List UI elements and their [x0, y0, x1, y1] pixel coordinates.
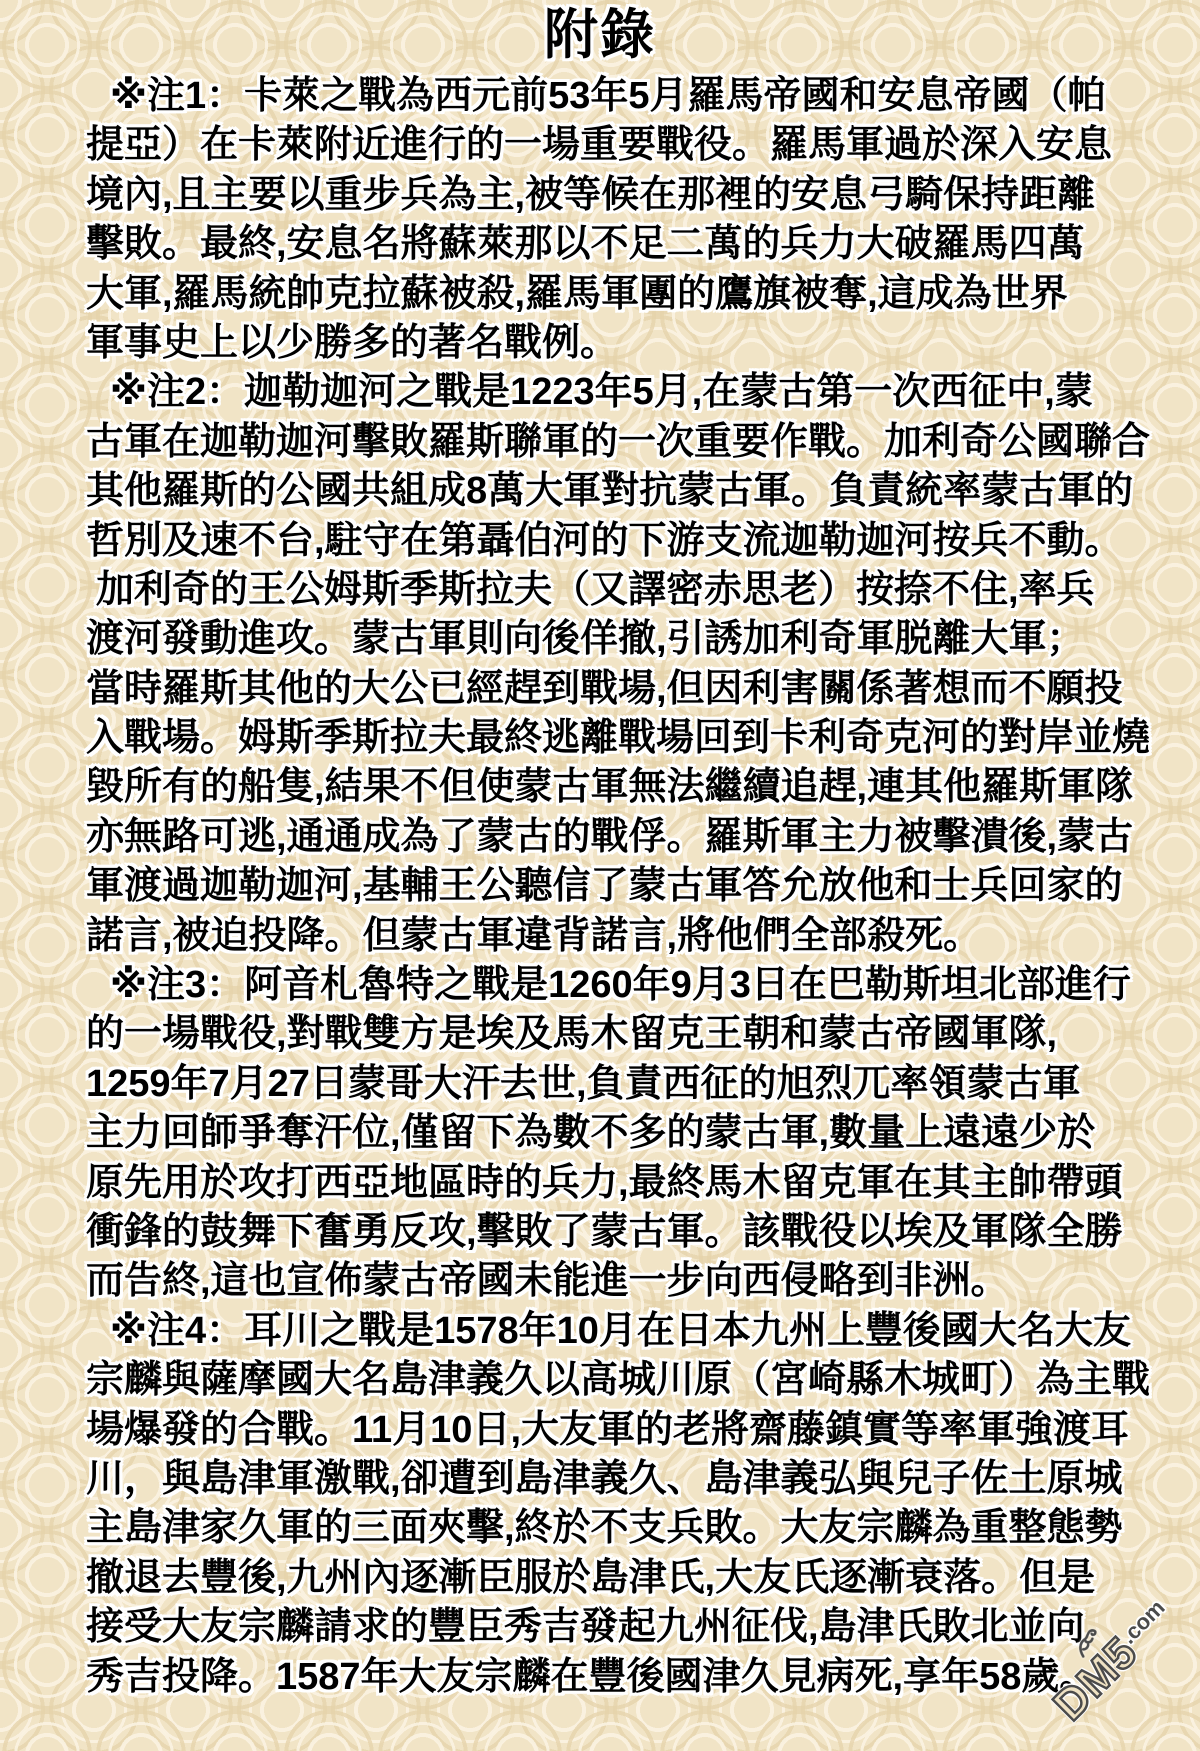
text-line: 提亞）在卡萊附近進行的一場重要戰役。羅馬軍過於深入安息 — [86, 124, 1113, 167]
text-line: 毀所有的船隻,結果不但使蒙古軍無法繼續追趕,連其他羅斯軍隊 — [86, 766, 1134, 809]
text-line: 川，與島津軍激戰,卻遭到島津義久、島津義弘與兒子佐土原城 — [86, 1457, 1123, 1500]
text-line: 其他羅斯的公國共組成8萬大軍對抗蒙古軍。負責統率蒙古軍的 — [86, 470, 1134, 513]
text-line: 而告終,這也宣佈蒙古帝國未能進一步向西侵略到非洲。 — [86, 1260, 1009, 1303]
text-line: ※注3：阿音札魯特之戰是1260年9月3日在巴勒斯坦北部進行 — [110, 964, 1131, 1007]
text-line: 亦無路可逃,通通成為了蒙古的戰俘。羅斯軍主力被擊潰後,蒙古 — [86, 815, 1134, 858]
text-line: 古軍在迦勒迦河擊敗羅斯聯軍的一次重要作戰。加利奇公國聯合 — [86, 420, 1151, 463]
text-line: 軍事史上以少勝多的著名戰例。 — [86, 321, 619, 364]
text-line: 境內,且主要以重步兵為主,被等候在那裡的安息弓騎保持距離 — [86, 173, 1096, 216]
page-title: 附錄 — [544, 5, 656, 65]
text-line: 哲別及速不台,駐守在第聶伯河的下游支流迦勒迦河按兵不動。 — [86, 519, 1123, 562]
text-line: ※注1：卡萊之戰為西元前53年5月羅馬帝國和安息帝國（帕 — [110, 75, 1106, 117]
text-line: 主力回師爭奪汗位,僅留下為數不多的蒙古軍,數量上遠遠少於 — [86, 1112, 1096, 1155]
text-line: 秀吉投降。1587年大友宗麟在豐後國津久見病死,享年58歲。 — [86, 1655, 1098, 1698]
text-line: 大軍,羅馬統帥克拉蘇被殺,羅馬軍團的鷹旗被奪,這成為世界 — [86, 272, 1068, 315]
text-line: 原先用於攻打西亞地區時的兵力,最終馬木留克軍在其主帥帶頭 — [86, 1161, 1123, 1204]
text-line: 主島津家久軍的三面夾擊,終於不支兵敗。大友宗麟為重整態勢 — [86, 1507, 1123, 1550]
text-line: ※注4：耳川之戰是1578年10月在日本九州上豐後國大名大友 — [110, 1309, 1131, 1352]
watermark-suffix: .com — [1115, 1594, 1170, 1649]
text-line: 渡河發動進攻。蒙古軍則向後佯撤,引誘加利奇軍脱離大軍； — [86, 618, 1085, 661]
watermark-text: DM5 — [1044, 1627, 1147, 1730]
text-line: 軍渡過迦勒迦河,基輔王公聽信了蒙古軍答允放他和士兵回家的 — [86, 865, 1123, 908]
text-line: 撤退去豐後,九州內逐漸臣服於島津氏,大友氏逐漸衰落。但是 — [86, 1556, 1096, 1599]
text-line: 的一場戰役,對戰雙方是埃及馬木留克王朝和蒙古帝國軍隊, — [86, 1013, 1058, 1056]
text-line: 1259年7月27日蒙哥大汗去世,負責西征的旭烈兀率領蒙古軍 — [86, 1062, 1081, 1105]
text-line: 接受大友宗麟請求的豐臣秀吉發起九州征伐,島津氏敗北並向 — [86, 1606, 1085, 1649]
text-line: 擊敗。最終,安息名將蘇萊那以不足二萬的兵力大破羅馬四萬 — [86, 223, 1085, 266]
text-line: 宗麟與薩摩國大名島津義久以高城川原（宮崎縣木城町）為主戰 — [86, 1359, 1151, 1402]
text-line: 場爆發的合戰。11月10日,大友軍的老將齋藤鎮實等率軍強渡耳 — [86, 1408, 1129, 1451]
text-line: ※注2：迦勒迦河之戰是1223年5月,在蒙古第一次西征中,蒙 — [110, 371, 1093, 414]
text-line: 諾言,被迫投降。但蒙古軍違背諾言,將他們全部殺死。 — [86, 914, 982, 957]
body-text — [86, 72, 1151, 1702]
text-line: 加利奇的王公姆斯季斯拉夫（又譯密赤思老）按捺不住,率兵 — [96, 568, 1095, 611]
text-line: 入戰場。姆斯季斯拉夫最終逃離戰場回到卡利奇克河的對岸並燒 — [86, 717, 1151, 760]
text-line: 衝鋒的鼓舞下奮勇反攻,擊敗了蒙古軍。該戰役以埃及軍隊全勝 — [86, 1210, 1123, 1253]
text-line: 當時羅斯其他的大公已經趕到戰場,但因利害關係著想而不願投 — [86, 667, 1123, 710]
